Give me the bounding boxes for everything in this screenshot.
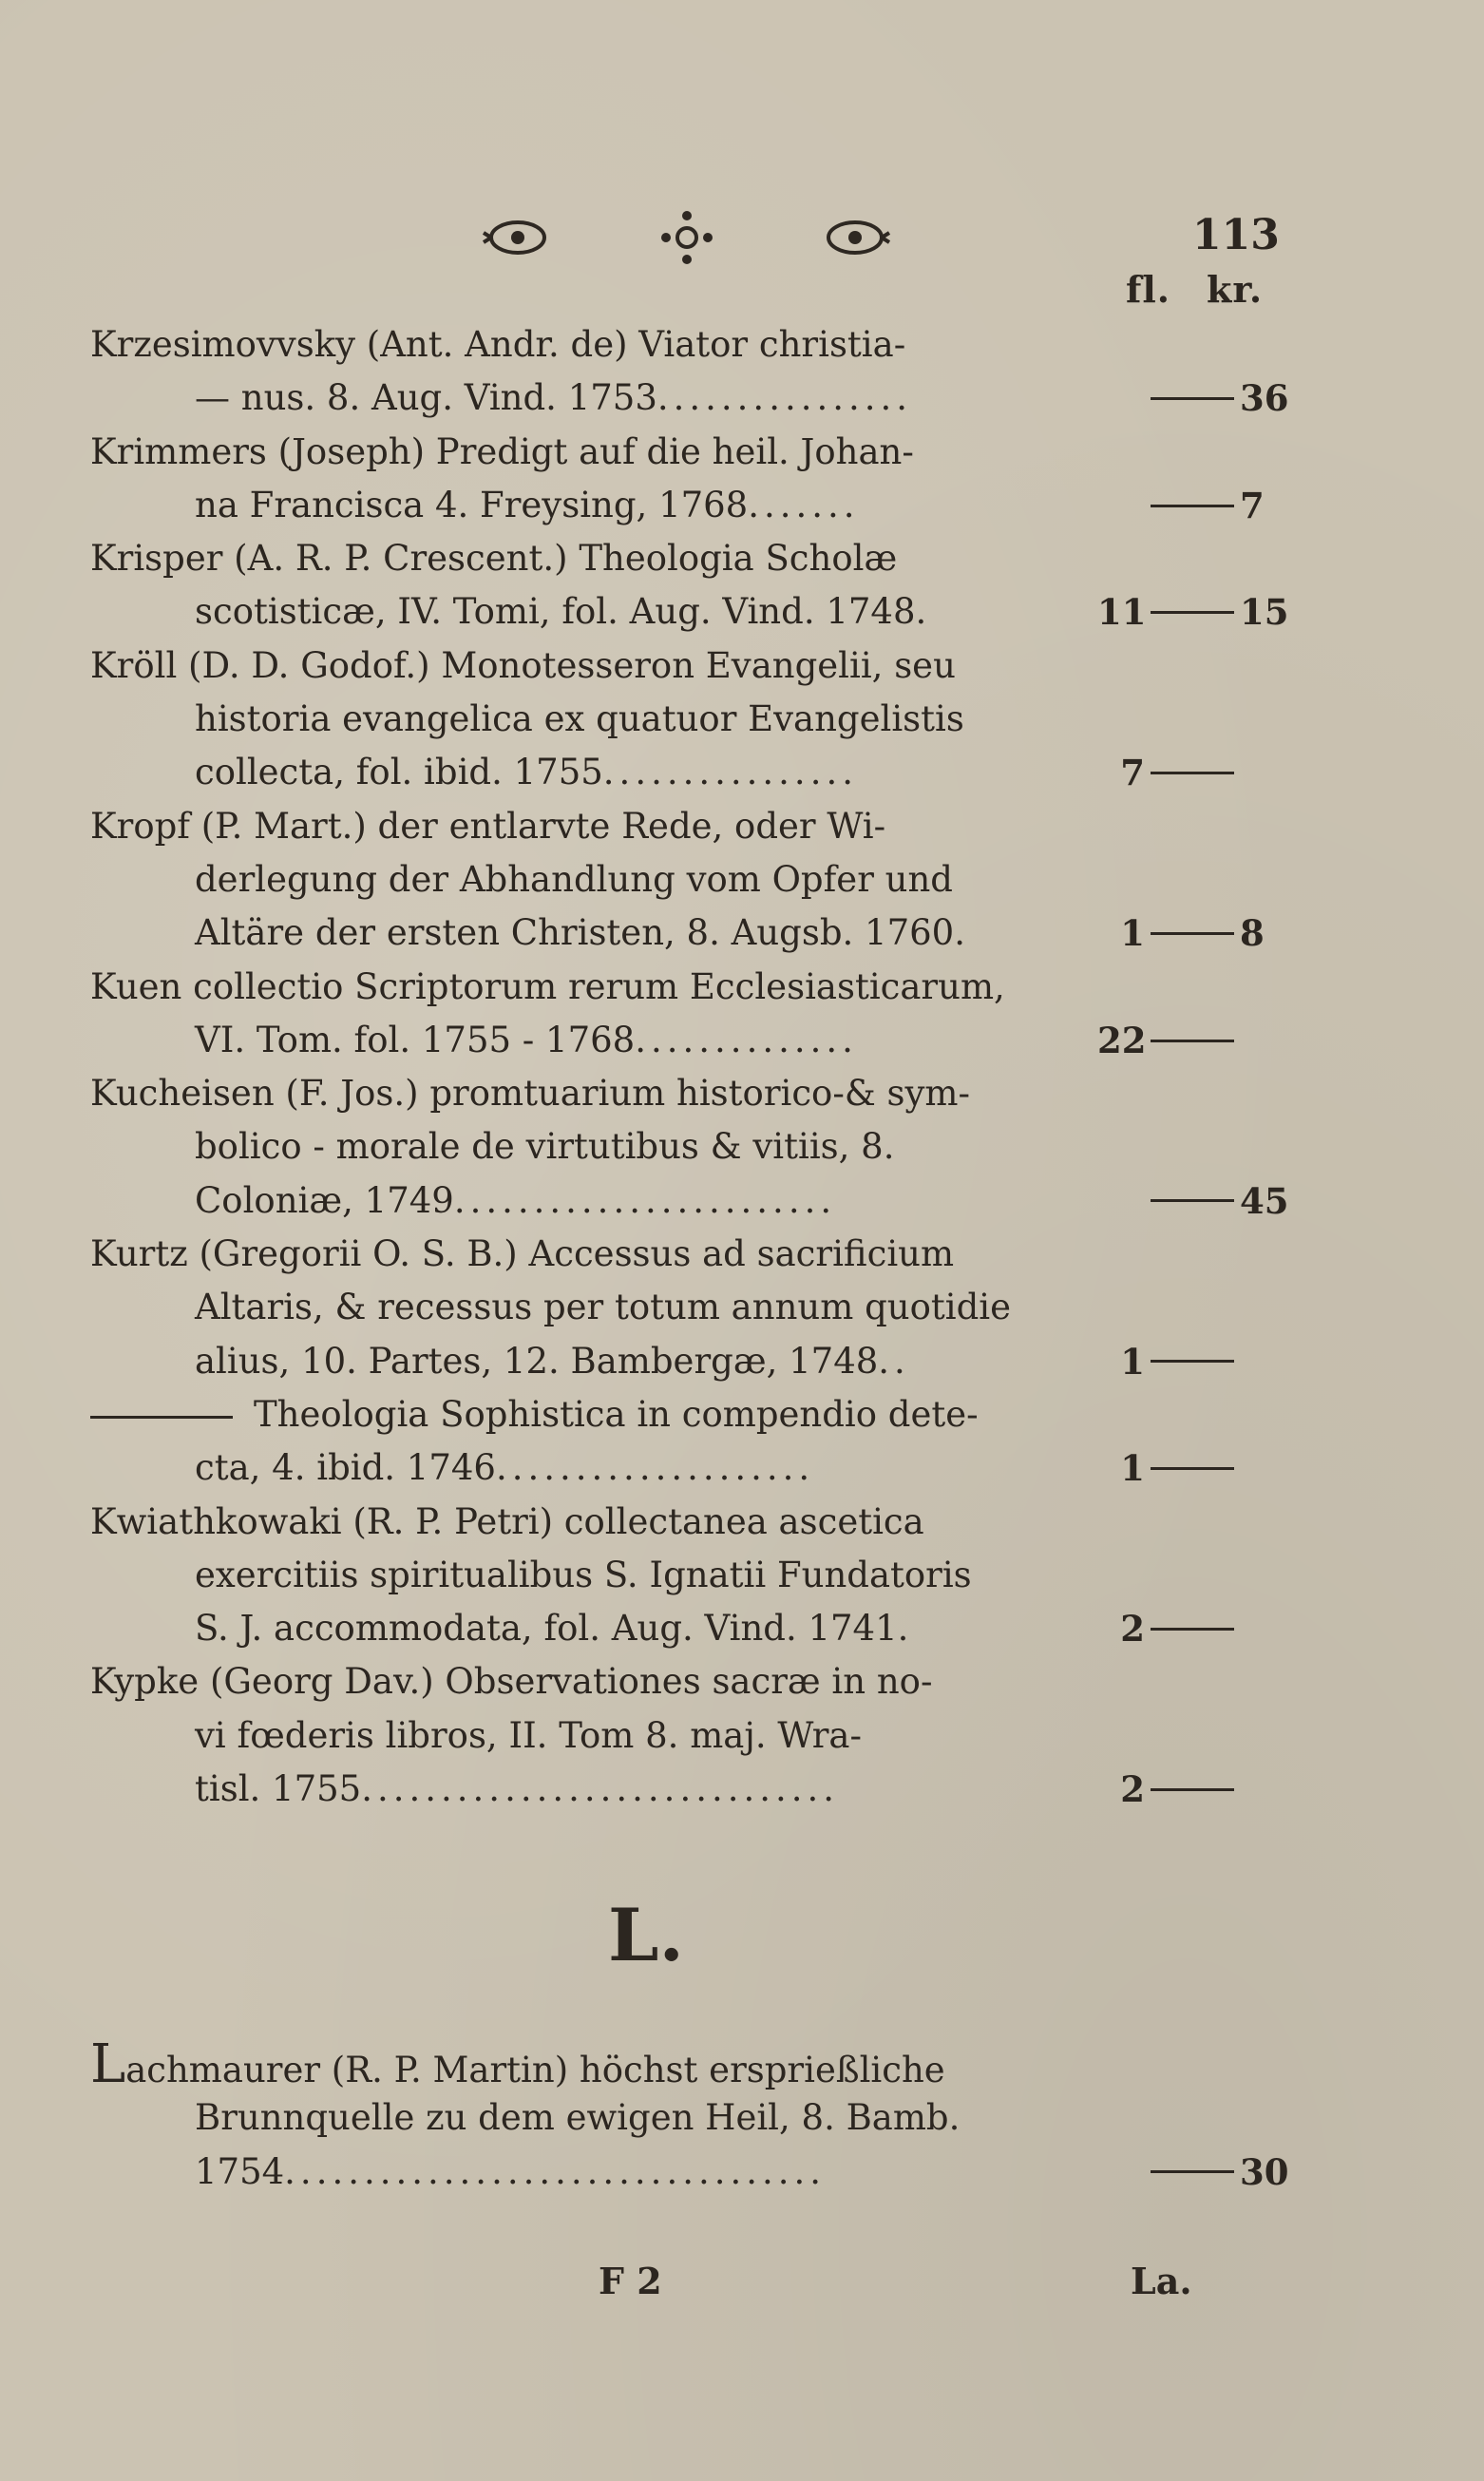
page-number: 113 [1192,211,1280,259]
price-florin: 2 [1120,1608,1145,1651]
price-florin: 1 [1120,1447,1145,1490]
entry-line [90,318,1078,372]
ornament-icon [480,204,898,271]
entry-price [1097,1174,1287,1228]
entry-line [90,585,1078,639]
entry-text: — nus. 8. Aug. Vind. 1753 [195,377,657,419]
entry-text: vi fœderis libros, II. Tom 8. maj. Wra- [195,1714,862,1756]
entry-text: Kwiathkowaki (R. P. Petri) collectanea ascetica [90,1500,924,1542]
entry-price [1097,1441,1287,1495]
catalog-entry [90,1496,1287,1656]
leader-dots: ................ [602,752,858,793]
entry-text: achmaurer (R. P. Martin) höchst ersprießliche [125,2050,945,2090]
price-dash [1151,932,1234,935]
entry-text: Kröll (D. D. Godof.) Monotesseron Evangelii, seu [90,644,956,686]
entry-price [1097,746,1287,799]
section-heading: L. [608,1893,684,1977]
catalog-entry [90,1067,1287,1228]
price-florin: 11 [1097,591,1147,634]
leader-dots: .................... [495,1447,815,1489]
catalog-entry [90,2038,1287,2199]
entry-text: scotisticæ, IV. Tomi, fol. Aug. Vind. 1748. [195,591,927,633]
price-dash [1151,1040,1234,1042]
entry-price [1097,1335,1287,1388]
price-dash [1151,1628,1234,1631]
entry-line [90,479,1078,532]
entry-text: 1754 [195,2150,285,2192]
price-kreuzer: 30 [1240,2150,1289,2193]
entry-price [1097,1014,1287,1067]
price-dash [1151,1788,1234,1791]
leader-dots: ........................ [453,1179,837,1221]
entry-text: bolico - morale de virtutibus & vitiis, 8. [195,1126,895,1168]
catalog-entry [90,961,1287,1068]
entry-line [90,907,1078,960]
entry-text: VI. Tom. fol. 1755 - 1768 [195,1019,636,1060]
currency-header [1126,268,1263,311]
price-kreuzer: 7 [1240,484,1265,526]
entry-text: na Francisca 4. Freysing, 1768 [195,484,749,525]
catalog-entry [90,318,1287,426]
entry-line [90,800,1078,853]
entry-price [1097,1602,1287,1655]
entry-price [1097,479,1287,532]
entry-line [90,2038,1078,2091]
entry-line [90,1549,1078,1602]
entry-line [90,1441,1078,1495]
entry-line [90,1388,1078,1441]
catalog-entry [90,1388,1287,1496]
price-dash [1151,1360,1234,1363]
entry-line [90,961,1078,1014]
entry-text: Krisper (A. R. P. Crescent.) Theologia Scholæ [90,538,898,580]
entry-line [90,1763,1078,1816]
price-dash [1151,397,1234,400]
catalog-entry [90,639,1287,800]
catalog-entries-l [90,2038,1287,2199]
catalog-entry [90,1228,1287,1388]
catalog-entry [90,800,1287,961]
entry-line [90,532,1078,585]
entry-text: tisl. 1755 [195,1768,362,1810]
entry-line [90,1174,1078,1228]
catalog-entry [90,1655,1287,1816]
entry-line [90,1120,1078,1174]
entry-text: historia evangelica ex quatuor Evangelistis [195,698,964,740]
leader-dots: .............................. [361,1768,840,1810]
price-kreuzer: 36 [1240,377,1289,420]
entry-line [90,1335,1078,1388]
price-florin: 1 [1120,1340,1145,1383]
entry-text: Kropf (P. Mart.) der entlarvte Rede, oder Wi- [90,805,886,847]
entry-text: S. J. accommodata, fol. Aug. Vind. 1741. [195,1608,909,1650]
entry-text: Kucheisen (F. Jos.) promtuarium historico-& sym- [90,1073,971,1115]
entry-line [90,1655,1078,1708]
entry-text: derlegung der Abhandlung vom Opfer und [195,858,953,900]
florin-header: fl. [1126,268,1171,311]
entry-text: Kurtz (Gregorii O. S. B.) Accessus ad sacrificium [90,1233,955,1275]
entry-text: Kuen collectio Scriptorum rerum Ecclesiasticarum, [90,965,1005,1007]
entry-text: exercitiis spiritualibus S. Ignatii Fundatoris [195,1554,972,1595]
catalog-entries-k [90,318,1287,1816]
entry-line [90,693,1078,746]
entry-text: Altäre der ersten Christen, 8. Augsb. 1760. [195,912,965,954]
entry-line [90,426,1078,479]
entry-line [90,372,1078,425]
price-dash [1151,772,1234,774]
entry-text: Coloniæ, 1749 [195,1179,454,1221]
price-dash [1151,2170,1234,2173]
entry-text: collecta, fol. ibid. 1755 [195,752,603,793]
ditto-dash [90,1416,233,1419]
entry-price [1097,2146,1287,2199]
price-dash [1151,505,1234,507]
price-florin: 22 [1097,1019,1147,1061]
catalog-entry [90,532,1287,639]
entry-text: alius, 10. Partes, 12. Bambergæ, 1748 [195,1340,879,1382]
entry-text: Theologia Sophistica in compendio dete- [254,1393,979,1435]
entry-price [1097,1763,1287,1816]
leader-dots: ................ [656,377,913,419]
entry-line [90,2091,1078,2145]
leader-dots: ....... [748,484,860,525]
entry-line [90,1496,1078,1549]
drop-initial: L [90,2038,126,2092]
kreuzer-header: kr. [1207,268,1264,311]
entry-line [90,639,1078,693]
entry-line [90,1709,1078,1763]
price-florin: 2 [1120,1768,1145,1811]
entry-line [90,1228,1078,1281]
price-florin: 1 [1120,912,1145,955]
price-kreuzer: 15 [1240,591,1289,634]
price-dash [1151,1199,1234,1202]
entry-price [1097,372,1287,425]
entry-text: Brunnquelle zu dem ewigen Heil, 8. Bamb. [195,2097,961,2139]
entry-line [90,853,1078,907]
entry-text: Krimmers (Joseph) Predigt auf die heil. Johan- [90,430,914,472]
entry-price [1097,585,1287,639]
entry-line [90,1602,1078,1655]
price-florin: 7 [1120,752,1145,794]
catalog-entry [90,426,1287,533]
catchword: La. [1131,2260,1192,2302]
entry-line [90,746,1078,799]
price-dash [1151,611,1234,614]
price-dash [1151,1467,1234,1470]
entry-line [90,1281,1078,1334]
entry-line [90,2146,1078,2199]
leader-dots: .. [878,1340,910,1382]
entry-text: Kypke (Georg Dav.) Observationes sacræ in no- [90,1661,933,1703]
leader-dots: .............. [635,1019,858,1060]
entry-text: cta, 4. ibid. 1746 [195,1447,496,1489]
price-kreuzer: 45 [1240,1179,1289,1222]
entry-price [1097,907,1287,960]
entry-text: Krzesimovvsky (Ant. Andr. de) Viator christia- [90,324,906,365]
leader-dots: .................................. [284,2150,827,2192]
entry-line [90,1014,1078,1067]
entry-line [90,1067,1078,1120]
entry-text: Altaris, & recessus per totum annum quotidie [195,1287,1011,1328]
price-kreuzer: 8 [1240,912,1265,955]
signature-mark: F 2 [599,2260,662,2302]
